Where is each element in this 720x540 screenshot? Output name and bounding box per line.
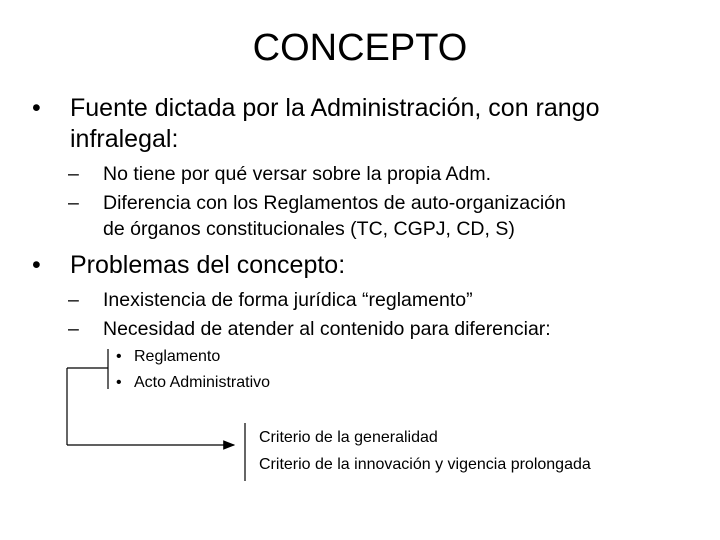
dash-marker: – — [68, 289, 79, 311]
subitem-text-line: Inexistencia de forma jurídica “reglamento” — [103, 289, 473, 311]
bullet-marker: • — [116, 374, 122, 391]
bullet-marker: • — [32, 94, 41, 122]
criterion-innovacion: Criterio de la innovación y vigencia prolongada — [259, 456, 591, 473]
bullet-marker: • — [32, 251, 41, 279]
list-item-label: Reglamento — [134, 348, 221, 365]
criterion-generalidad: Criterio de la generalidad — [259, 429, 438, 446]
dash-marker: – — [68, 318, 79, 340]
bullet-text-line: Problemas del concepto: — [70, 251, 346, 279]
subitem-text-line: Necesidad de atender al contenido para diferenciar: — [103, 318, 551, 340]
bullet-text-line: infralegal: — [70, 125, 179, 153]
bullet-text-line: Fuente dictada por la Administración, con rango — [70, 94, 600, 122]
subitem-text-line: de órganos constitucionales (TC, CGPJ, CD, S) — [103, 218, 515, 240]
subitem-text-line: Diferencia con los Reglamentos de auto-organización — [103, 192, 566, 214]
dash-marker: – — [68, 192, 79, 214]
slide-title: CONCEPTO — [252, 27, 468, 69]
bullet-marker: • — [116, 348, 122, 365]
dash-marker: – — [68, 163, 79, 185]
subitem-text-line: No tiene por qué versar sobre la propia Adm. — [103, 163, 492, 185]
list-item-label: Acto Administrativo — [134, 374, 271, 391]
